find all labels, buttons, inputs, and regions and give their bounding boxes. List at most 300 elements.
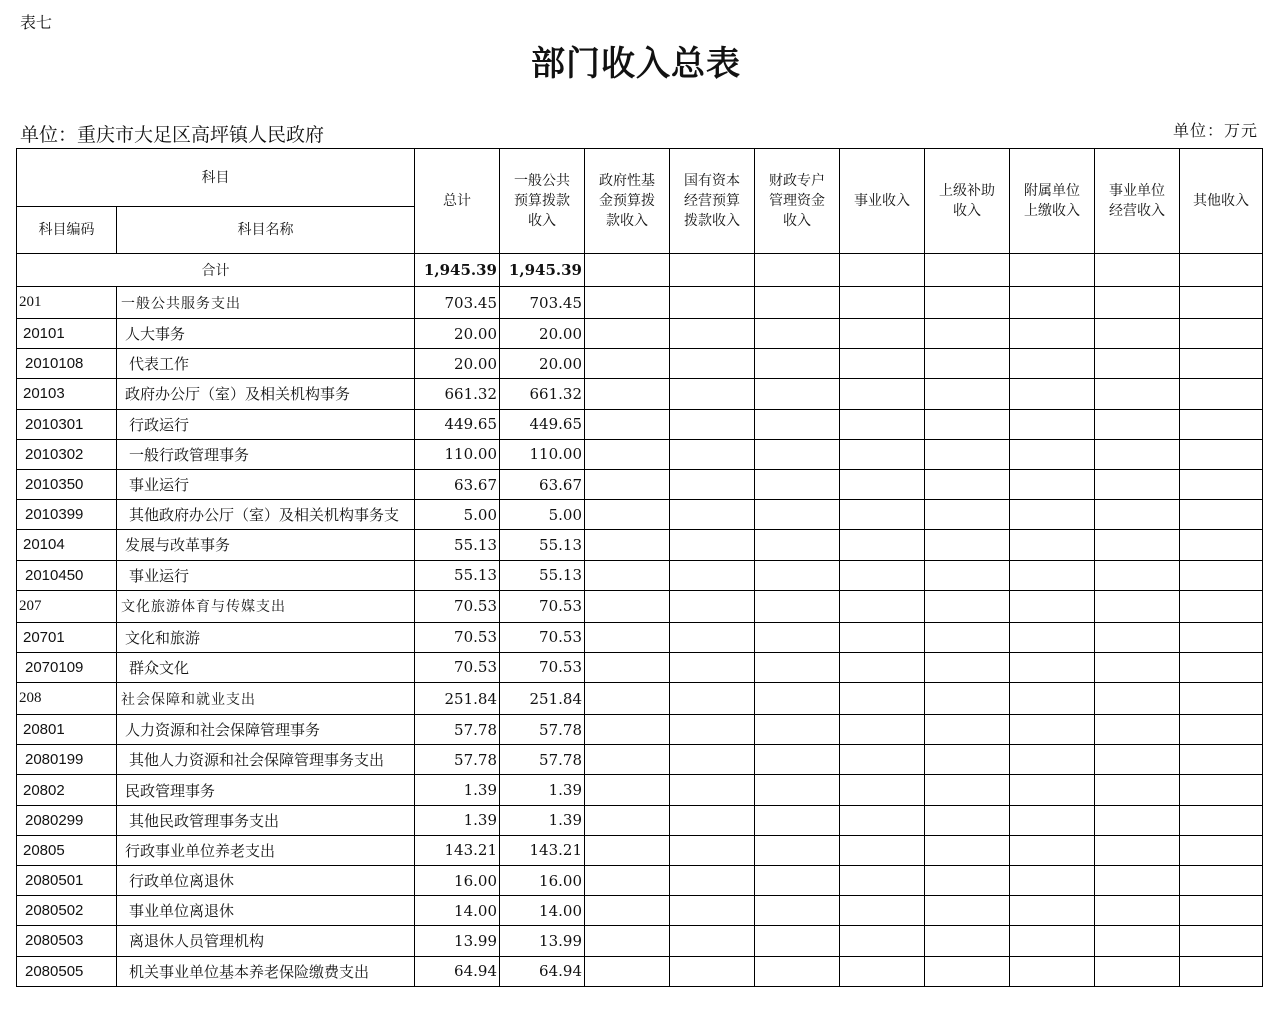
row-empty-cell [1010, 530, 1095, 560]
row-empty-cell [840, 469, 925, 499]
row-general-budget: 143.21 [500, 835, 585, 865]
row-empty-cell [1010, 590, 1095, 622]
row-general-budget: 13.99 [500, 926, 585, 956]
row-code: 2080299 [17, 805, 117, 835]
row-empty-cell [670, 805, 755, 835]
row-empty-cell [1010, 745, 1095, 775]
row-empty-cell [1010, 349, 1095, 379]
row-empty-cell [1180, 319, 1263, 349]
row-code: 2010350 [17, 469, 117, 499]
row-empty-cell [925, 896, 1010, 926]
row-empty-cell [925, 319, 1010, 349]
row-empty-cell [755, 439, 840, 469]
row-empty-cell [925, 683, 1010, 715]
row-name: 行政单位离退休 [117, 866, 415, 896]
row-empty-cell [755, 715, 840, 745]
row-total: 14.00 [415, 896, 500, 926]
header-operating: 事业单位经营收入 [1095, 149, 1180, 254]
row-empty-cell [585, 956, 670, 986]
row-general-budget: 57.78 [500, 715, 585, 745]
row-total: 1.39 [415, 775, 500, 805]
row-code: 20104 [17, 530, 117, 560]
row-empty-cell [755, 775, 840, 805]
table-row [17, 652, 1263, 682]
row-empty-cell [755, 590, 840, 622]
row-empty-cell [1095, 349, 1180, 379]
row-empty-cell [1095, 409, 1180, 439]
row-general-budget: 449.65 [500, 409, 585, 439]
row-empty-cell [1180, 715, 1263, 745]
row-empty-cell [1095, 622, 1180, 652]
table-tag: 表七 [20, 13, 53, 32]
row-empty-cell [670, 926, 755, 956]
row-empty-cell [925, 956, 1010, 986]
row-total: 70.53 [415, 652, 500, 682]
row-empty-cell [925, 652, 1010, 682]
row-total: 110.00 [415, 439, 500, 469]
row-empty-cell [1095, 469, 1180, 499]
row-empty-cell [840, 715, 925, 745]
row-name: 政府办公厅（室）及相关机构事务 [117, 379, 415, 409]
table-row [17, 835, 1263, 865]
total-general-budget: 1,945.39 [500, 254, 585, 287]
row-empty-cell [670, 896, 755, 926]
row-empty-cell [925, 835, 1010, 865]
row-empty-cell [755, 560, 840, 590]
row-empty-cell [755, 866, 840, 896]
row-empty-cell [585, 835, 670, 865]
row-name: 人力资源和社会保障管理事务 [117, 715, 415, 745]
table-row [17, 590, 1263, 622]
row-name: 机关事业单位基本养老保险缴费支出 [117, 956, 415, 986]
row-empty-cell [585, 775, 670, 805]
table-row [17, 349, 1263, 379]
row-empty-cell [755, 319, 840, 349]
row-empty-cell [755, 409, 840, 439]
row-empty-cell [1010, 287, 1095, 319]
row-empty-cell [670, 590, 755, 622]
row-empty-cell [840, 379, 925, 409]
row-name: 事业运行 [117, 469, 415, 499]
row-empty-cell [670, 652, 755, 682]
row-general-budget: 70.53 [500, 652, 585, 682]
row-empty-cell [1180, 956, 1263, 986]
table-row [17, 805, 1263, 835]
row-general-budget: 1.39 [500, 805, 585, 835]
row-empty-cell [585, 560, 670, 590]
table-row [17, 469, 1263, 499]
table-row [17, 896, 1263, 926]
row-general-budget: 57.78 [500, 745, 585, 775]
row-empty-cell [925, 926, 1010, 956]
row-general-budget: 70.53 [500, 590, 585, 622]
row-empty-cell [670, 409, 755, 439]
row-empty-cell [925, 287, 1010, 319]
row-name: 一般公共服务支出 [117, 287, 415, 319]
row-empty-cell [925, 805, 1010, 835]
income-table [16, 148, 1263, 987]
row-name: 行政运行 [117, 409, 415, 439]
row-empty-cell [670, 866, 755, 896]
row-general-budget: 703.45 [500, 287, 585, 319]
row-empty-cell [1010, 866, 1095, 896]
table-row [17, 926, 1263, 956]
row-empty-cell [1010, 439, 1095, 469]
row-empty-cell [1010, 622, 1095, 652]
row-total: 13.99 [415, 926, 500, 956]
page-title: 部门收入总表 [531, 44, 741, 84]
row-empty-cell [925, 530, 1010, 560]
row-name: 一般行政管理事务 [117, 439, 415, 469]
row-empty-cell [670, 349, 755, 379]
row-code: 2080502 [17, 896, 117, 926]
row-empty-cell [1180, 560, 1263, 590]
row-empty-cell [1010, 956, 1095, 986]
row-empty-cell [1095, 805, 1180, 835]
row-empty-cell [670, 560, 755, 590]
row-empty-cell [840, 835, 925, 865]
row-empty-cell [1095, 715, 1180, 745]
row-code: 2080505 [17, 956, 117, 986]
row-empty-cell [840, 409, 925, 439]
row-code: 20802 [17, 775, 117, 805]
row-name: 事业运行 [117, 560, 415, 590]
row-name: 文化和旅游 [117, 622, 415, 652]
row-empty-cell [1095, 956, 1180, 986]
row-general-budget: 70.53 [500, 622, 585, 652]
row-name: 离退休人员管理机构 [117, 926, 415, 956]
row-empty-cell [1180, 469, 1263, 499]
row-empty-cell [755, 745, 840, 775]
row-empty-cell [585, 926, 670, 956]
unit-currency: 单位：万元 [1172, 121, 1258, 140]
row-empty-cell [840, 590, 925, 622]
row-empty-cell [925, 379, 1010, 409]
row-empty-cell [1180, 805, 1263, 835]
table-row [17, 530, 1263, 560]
row-empty-cell [670, 956, 755, 986]
row-empty-cell [840, 530, 925, 560]
row-name: 人大事务 [117, 319, 415, 349]
row-total: 55.13 [415, 560, 500, 590]
row-empty-cell [1180, 775, 1263, 805]
row-empty-cell [925, 745, 1010, 775]
header-gov-fund: 政府性基金预算拨款收入 [585, 149, 670, 254]
row-empty-cell [840, 439, 925, 469]
table-row [17, 775, 1263, 805]
row-code: 2080199 [17, 745, 117, 775]
row-empty-cell [585, 745, 670, 775]
row-empty-cell [585, 349, 670, 379]
row-empty-cell [755, 530, 840, 560]
row-empty-cell [585, 896, 670, 926]
row-code: 2010399 [17, 500, 117, 530]
row-code: 2080501 [17, 866, 117, 896]
row-empty-cell [1180, 590, 1263, 622]
row-empty-cell [585, 379, 670, 409]
row-general-budget: 14.00 [500, 896, 585, 926]
row-general-budget: 55.13 [500, 560, 585, 590]
table-row [17, 745, 1263, 775]
row-total: 64.94 [415, 956, 500, 986]
row-empty-cell [1095, 866, 1180, 896]
row-code: 207 [17, 590, 117, 622]
row-total: 63.67 [415, 469, 500, 499]
row-empty-cell [1095, 560, 1180, 590]
row-general-budget: 110.00 [500, 439, 585, 469]
table-row [17, 409, 1263, 439]
header-subsidy: 上级补助收入 [925, 149, 1010, 254]
row-empty-cell [1010, 715, 1095, 745]
row-empty-cell [1095, 683, 1180, 715]
row-code: 2070109 [17, 652, 117, 682]
header-special-fund: 财政专户管理资金收入 [755, 149, 840, 254]
row-empty-cell [1180, 866, 1263, 896]
row-total: 55.13 [415, 530, 500, 560]
row-empty-cell [1180, 622, 1263, 652]
unit-organization: 单位：重庆市大足区高坪镇人民政府 [20, 124, 325, 146]
header-business-income: 事业收入 [840, 149, 925, 254]
header-code: 科目编码 [17, 207, 117, 254]
row-empty-cell [1180, 287, 1263, 319]
row-empty-cell [1095, 745, 1180, 775]
row-empty-cell [585, 652, 670, 682]
row-empty-cell [1180, 926, 1263, 956]
row-empty-cell [755, 287, 840, 319]
row-empty-cell [755, 622, 840, 652]
row-total: 251.84 [415, 683, 500, 715]
row-empty-cell [925, 409, 1010, 439]
row-empty-cell [755, 926, 840, 956]
row-empty-cell [1010, 805, 1095, 835]
row-empty-cell [840, 775, 925, 805]
row-total: 1.39 [415, 805, 500, 835]
row-empty-cell [585, 805, 670, 835]
row-empty-cell [1095, 379, 1180, 409]
row-empty-cell [755, 835, 840, 865]
table-row [17, 319, 1263, 349]
row-empty-cell [840, 956, 925, 986]
row-empty-cell [670, 439, 755, 469]
row-code: 20103 [17, 379, 117, 409]
row-empty-cell [1180, 379, 1263, 409]
row-empty-cell [585, 469, 670, 499]
header-general-budget: 一般公共预算拨款收入 [500, 149, 585, 254]
total-total: 1,945.39 [415, 254, 500, 287]
row-empty-cell [755, 500, 840, 530]
table-row [17, 500, 1263, 530]
row-empty-cell [840, 683, 925, 715]
row-empty-cell [925, 469, 1010, 499]
row-code: 20805 [17, 835, 117, 865]
row-empty-cell [670, 379, 755, 409]
row-empty-cell [840, 287, 925, 319]
row-empty-cell [1180, 652, 1263, 682]
row-empty-cell [925, 349, 1010, 379]
row-general-budget: 64.94 [500, 956, 585, 986]
row-empty-cell [1010, 560, 1095, 590]
header-name: 科目名称 [117, 207, 415, 254]
row-empty-cell [925, 622, 1010, 652]
row-empty-cell [755, 349, 840, 379]
row-empty-cell [1010, 500, 1095, 530]
total-row [17, 254, 1263, 287]
row-empty-cell [1180, 439, 1263, 469]
row-general-budget: 55.13 [500, 530, 585, 560]
row-general-budget: 20.00 [500, 319, 585, 349]
row-empty-cell [1180, 409, 1263, 439]
row-empty-cell [1180, 896, 1263, 926]
row-empty-cell [925, 715, 1010, 745]
row-name: 事业单位离退休 [117, 896, 415, 926]
row-empty-cell [585, 500, 670, 530]
row-code: 201 [17, 287, 117, 319]
table-row [17, 439, 1263, 469]
row-empty-cell [1180, 745, 1263, 775]
row-code: 2010301 [17, 409, 117, 439]
header-affiliated: 附属单位上缴收入 [1010, 149, 1095, 254]
table-row [17, 866, 1263, 896]
row-general-budget: 20.00 [500, 349, 585, 379]
row-empty-cell [755, 956, 840, 986]
row-total: 16.00 [415, 866, 500, 896]
row-empty-cell [1095, 439, 1180, 469]
row-general-budget: 16.00 [500, 866, 585, 896]
row-empty-cell [1095, 775, 1180, 805]
table-row [17, 379, 1263, 409]
row-empty-cell [1010, 469, 1095, 499]
row-general-budget: 1.39 [500, 775, 585, 805]
row-total: 57.78 [415, 745, 500, 775]
header-total: 总计 [415, 149, 500, 254]
row-empty-cell [670, 500, 755, 530]
row-empty-cell [1095, 319, 1180, 349]
row-empty-cell [840, 500, 925, 530]
row-empty-cell [1180, 500, 1263, 530]
row-empty-cell [1095, 896, 1180, 926]
row-total: 449.65 [415, 409, 500, 439]
row-empty-cell [1010, 926, 1095, 956]
row-empty-cell [585, 715, 670, 745]
table-row [17, 560, 1263, 590]
row-empty-cell [1180, 683, 1263, 715]
row-empty-cell [840, 622, 925, 652]
row-name: 文化旅游体育与传媒支出 [117, 590, 415, 622]
table-row [17, 622, 1263, 652]
row-total: 703.45 [415, 287, 500, 319]
row-name: 其他人力资源和社会保障管理事务支出 [117, 745, 415, 775]
row-empty-cell [925, 439, 1010, 469]
row-empty-cell [670, 469, 755, 499]
row-empty-cell [670, 622, 755, 652]
row-total: 20.00 [415, 319, 500, 349]
row-total: 661.32 [415, 379, 500, 409]
row-empty-cell [1095, 926, 1180, 956]
row-name: 发展与改革事务 [117, 530, 415, 560]
row-general-budget: 661.32 [500, 379, 585, 409]
row-empty-cell [755, 683, 840, 715]
row-empty-cell [585, 319, 670, 349]
row-empty-cell [840, 896, 925, 926]
row-empty-cell [1180, 530, 1263, 560]
row-empty-cell [755, 896, 840, 926]
row-total: 70.53 [415, 622, 500, 652]
row-empty-cell [1010, 775, 1095, 805]
row-empty-cell [585, 590, 670, 622]
row-code: 20701 [17, 622, 117, 652]
row-empty-cell [585, 622, 670, 652]
row-name: 其他政府办公厅（室）及相关机构事务支 [117, 500, 415, 530]
row-code: 2010450 [17, 560, 117, 590]
row-empty-cell [925, 500, 1010, 530]
row-empty-cell [1010, 683, 1095, 715]
row-empty-cell [670, 715, 755, 745]
row-empty-cell [585, 683, 670, 715]
table-body [17, 254, 1263, 987]
row-empty-cell [585, 866, 670, 896]
row-empty-cell [585, 409, 670, 439]
row-empty-cell [1010, 319, 1095, 349]
row-empty-cell [1095, 287, 1180, 319]
row-empty-cell [1095, 590, 1180, 622]
row-empty-cell [840, 745, 925, 775]
row-general-budget: 63.67 [500, 469, 585, 499]
row-empty-cell [670, 683, 755, 715]
row-empty-cell [670, 745, 755, 775]
row-empty-cell [755, 469, 840, 499]
row-code: 2010302 [17, 439, 117, 469]
row-empty-cell [1010, 379, 1095, 409]
row-empty-cell [840, 926, 925, 956]
row-empty-cell [840, 319, 925, 349]
row-empty-cell [585, 287, 670, 319]
row-empty-cell [670, 319, 755, 349]
row-total: 143.21 [415, 835, 500, 865]
row-empty-cell [1010, 409, 1095, 439]
row-total: 70.53 [415, 590, 500, 622]
row-empty-cell [925, 775, 1010, 805]
row-empty-cell [840, 560, 925, 590]
header-other: 其他收入 [1180, 149, 1263, 254]
row-name: 民政管理事务 [117, 775, 415, 805]
row-general-budget: 251.84 [500, 683, 585, 715]
row-code: 20101 [17, 319, 117, 349]
row-empty-cell [1180, 349, 1263, 379]
row-empty-cell [585, 439, 670, 469]
row-code: 2080503 [17, 926, 117, 956]
row-empty-cell [755, 379, 840, 409]
row-empty-cell [670, 287, 755, 319]
row-name: 其他民政管理事务支出 [117, 805, 415, 835]
row-empty-cell [1010, 835, 1095, 865]
row-empty-cell [1095, 835, 1180, 865]
row-name: 群众文化 [117, 652, 415, 682]
row-name: 代表工作 [117, 349, 415, 379]
row-empty-cell [670, 530, 755, 560]
table-row [17, 956, 1263, 986]
row-total: 20.00 [415, 349, 500, 379]
row-empty-cell [925, 560, 1010, 590]
row-empty-cell [925, 590, 1010, 622]
header-state-capital: 国有资本经营预算拨款收入 [670, 149, 755, 254]
row-empty-cell [1095, 530, 1180, 560]
row-total: 57.78 [415, 715, 500, 745]
row-empty-cell [925, 866, 1010, 896]
row-general-budget: 5.00 [500, 500, 585, 530]
row-empty-cell [1010, 652, 1095, 682]
row-empty-cell [755, 805, 840, 835]
row-empty-cell [670, 775, 755, 805]
